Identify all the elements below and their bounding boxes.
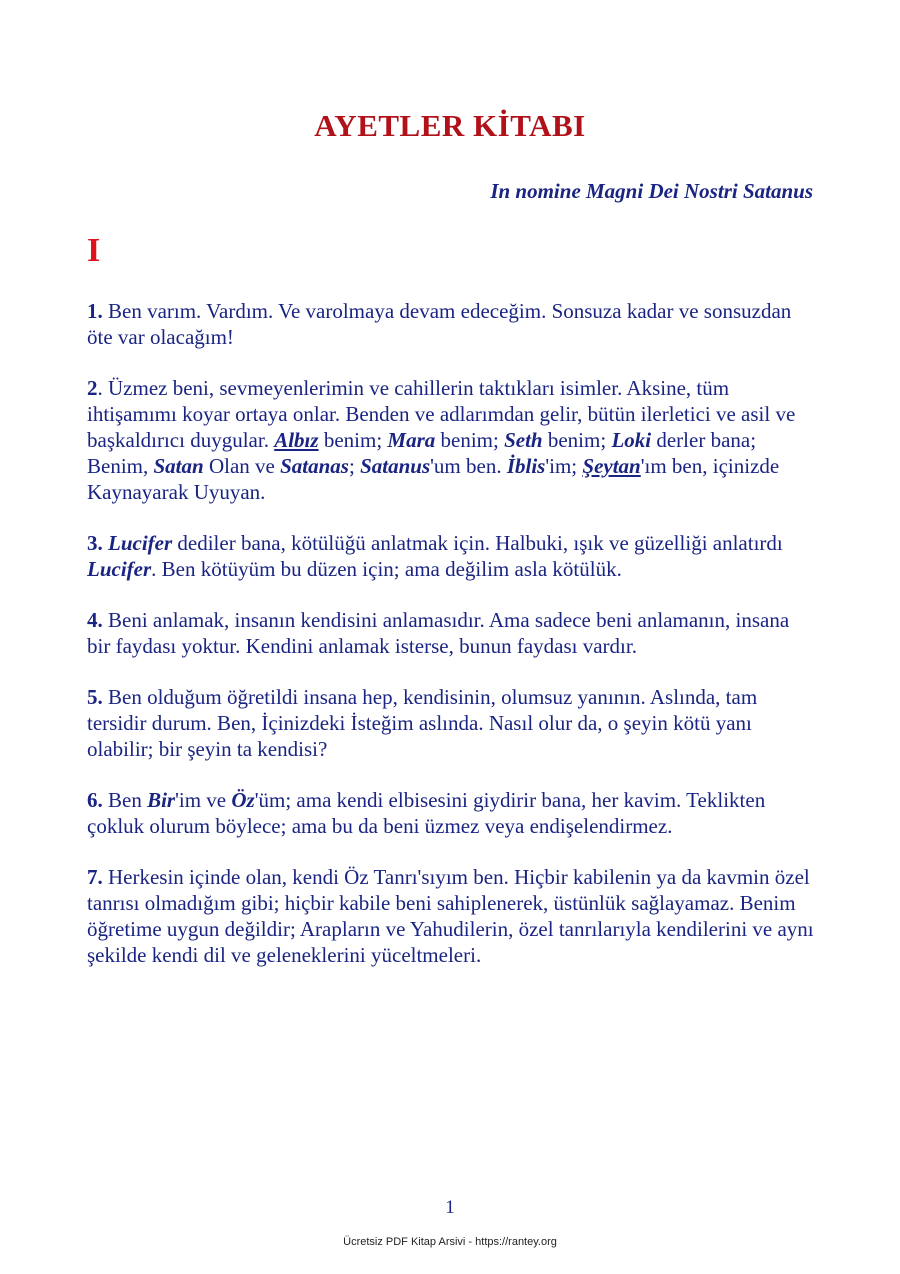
verse-name-emphasis: Mara	[387, 428, 436, 452]
verse-text: Ben varım. Vardım. Ve varolmaya devam edeceğim. Sonsuza kadar ve sonsuzdan öte var olacağım!	[87, 299, 792, 349]
verse-text: 'im ve	[175, 788, 232, 812]
verse-text: . Üzmez beni, sevmeyenlerimin ve cahillerin taktıkları isimler. Aksine, tüm ihtişamımı koyar ortaya onlar. Benden ve adlarımdan gelir, bütün ilerletici ve asil ve başkaldırıcı duygular.	[87, 376, 796, 452]
verse-number: 7.	[87, 865, 103, 889]
verse-name-emphasis: Bir	[147, 788, 176, 812]
verse-name-emphasis: İblis	[506, 454, 546, 478]
verse-text: ;	[348, 454, 361, 478]
verse	[87, 298, 817, 350]
verse-name-emphasis: Satanas	[280, 454, 349, 478]
verse-text: benim;	[435, 428, 505, 452]
verse	[87, 787, 817, 839]
verse-name-emphasis: Satanus	[360, 454, 431, 478]
verse-text: benim;	[542, 428, 612, 452]
verse	[87, 684, 817, 762]
verse-name-emphasis: Lucifer	[87, 557, 152, 581]
verse-number: 1.	[87, 299, 103, 323]
page-title: AYETLER KİTABI	[314, 108, 586, 143]
verse-text: 'um ben.	[430, 454, 507, 478]
verse	[87, 864, 817, 968]
verse	[87, 607, 817, 659]
page-number: 1	[445, 1197, 455, 1218]
verse	[87, 375, 817, 505]
verse-number: 3.	[87, 531, 103, 555]
verse-name-emphasis: Loki	[611, 428, 652, 452]
verse-number: 5.	[87, 685, 103, 709]
verse-text: dediler bana, kötülüğü anlatmak için. Halbuki, ışık ve güzelliği anlatırdı	[172, 531, 783, 555]
verse-number: 4.	[87, 608, 103, 632]
verse-number: 6.	[87, 788, 103, 812]
verse-name-emphasis: Satan	[153, 454, 204, 478]
verse-name-emphasis: Seth	[504, 428, 543, 452]
verse	[87, 530, 817, 582]
verse-text: 'im;	[545, 454, 583, 478]
verse-name-emphasis: Albız	[274, 428, 319, 452]
verse-text: . Ben kötüyüm bu düzen için; ama değilim asla kötülük.	[151, 557, 622, 581]
verse-number: 2	[87, 376, 98, 400]
verse-text: derler bana; Benim,	[87, 428, 757, 478]
verse-text: 'üm; ama kendi elbisesini giydirir bana, her kavim. Teklikten çokluk olurum böylece; ama bu da beni üzmez veya endişelendirmez.	[87, 788, 766, 838]
verse-text: Ben olduğum öğretildi insana hep, kendisinin, olumsuz yanının. Aslında, tam tersidir durum. Ben, İçinizdeki İsteğim aslında. Nasıl olur da, o şeyin kötü yanı olabilir; bir şeyin ta kendisi?	[87, 685, 758, 761]
verse-text: Beni anlamak, insanın kendisini anlamasıdır. Ama sadece beni anlamanın, insana bir faydası yoktur. Kendini anlamak isterse, bunun faydası vardır.	[87, 608, 790, 658]
verse-text: Ben	[102, 788, 148, 812]
verse-text: 'ım ben, içinizde Kaynayarak Uyuyan.	[87, 454, 780, 504]
verse-text: Herkesin içinde olan, kendi Öz Tanrı'sıyım ben. Hiçbir kabilenin ya da kavmin özel tanrısı olmadığım gibi; hiçbir kabile beni sahiplenerek, üstünlük sağlayamaz. Benim öğretime uygun değildir; Arapların ve Yahudilerin, özel tanrılarıyla kendilerini ve aynı şekilde kendi dil ve geleneklerini yüceltmeleri.	[87, 865, 814, 967]
subtitle: In nomine Magni Dei Nostri Satanus	[490, 179, 813, 203]
verse-text: Olan ve	[203, 454, 281, 478]
footer-text: Ücretsiz PDF Kitap Arsivi - https://rantey.org	[343, 1236, 557, 1248]
chapter-heading: I	[87, 232, 101, 269]
verse-list	[87, 298, 817, 993]
verse-text: benim;	[318, 428, 388, 452]
verse-name-emphasis: Şeytan	[582, 454, 641, 478]
verse-name-emphasis: Lucifer	[108, 531, 173, 555]
verse-name-emphasis: Öz	[231, 788, 255, 812]
